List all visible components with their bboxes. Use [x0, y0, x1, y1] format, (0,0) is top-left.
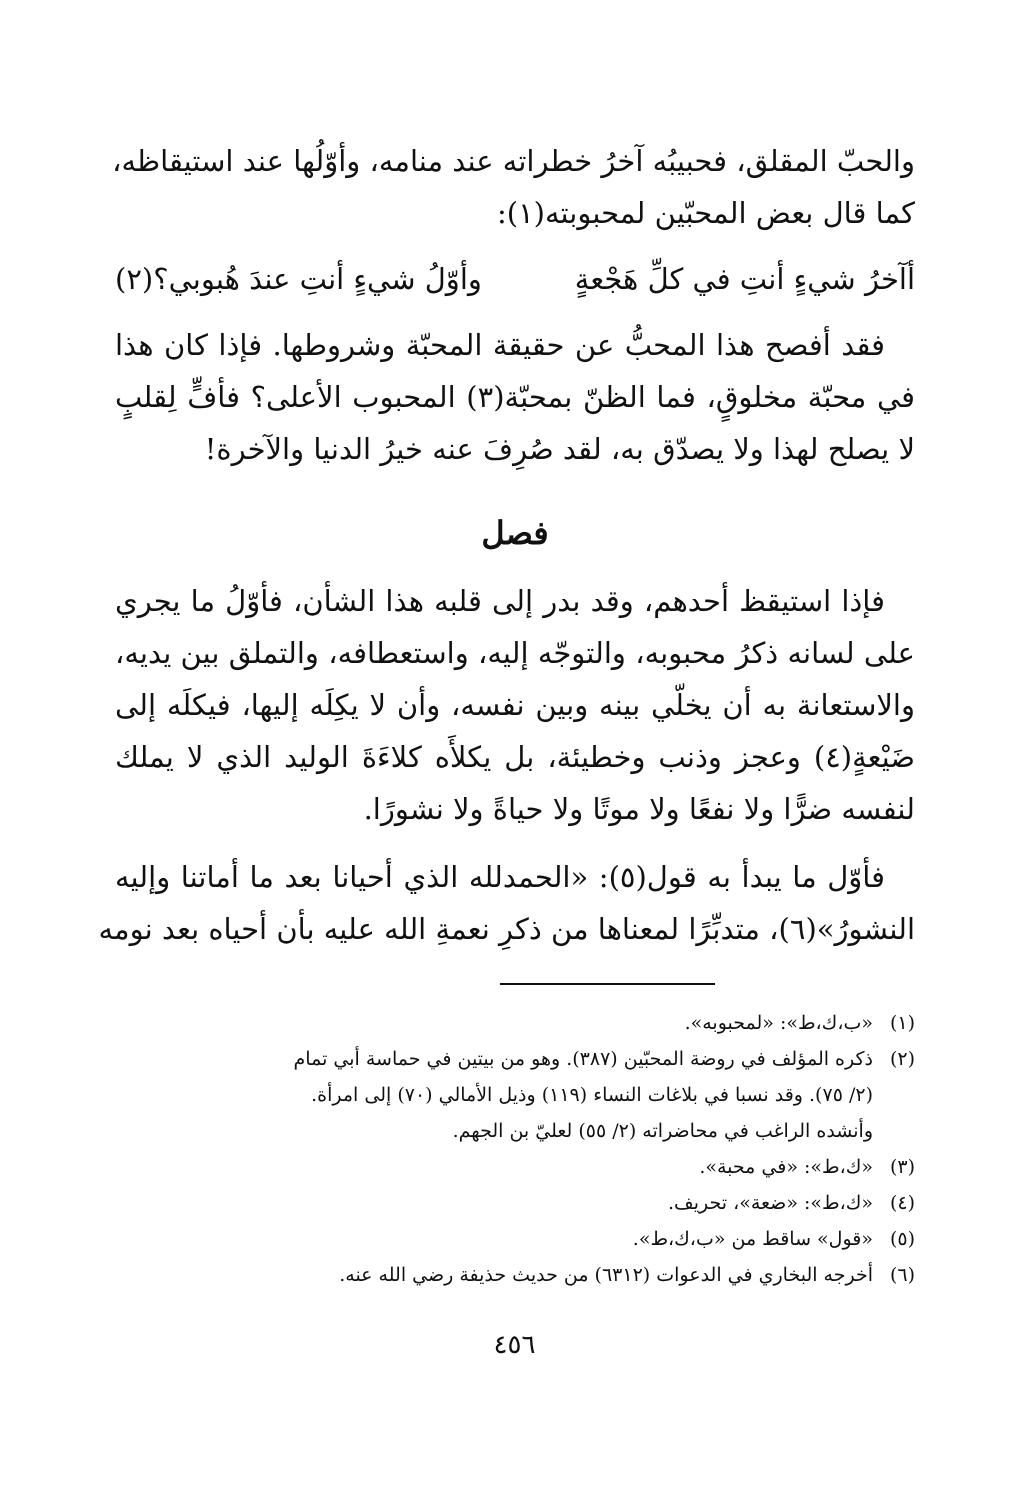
footnote-line: أخرجه البخاري في الدعوات (٦٣١٢) من حديث حذيفة رضي الله عنه.	[339, 1264, 873, 1286]
page-number: ٤٥٦	[493, 1330, 536, 1360]
text-line: لنفسه ضرًّا ولا نفعًا ولا موتًا ولا حياةً ولا نشورًا.	[363, 792, 915, 826]
footnote-line: «ك،ط»: «ضعة»، تحريف.	[668, 1192, 873, 1214]
text-line: النشورُ»(٦)، متدبِّرًا لمعناها من ذكرِ نعمةِ الله عليه بأن أحياه بعد نومه	[98, 912, 915, 946]
text-line: فقد أفصح هذا المحبُّ عن حقيقة المحبّة وشروطها. فإذا كان هذا	[115, 328, 885, 362]
text-line: والحبّ المقلق، فحبيبُه آخرُ خطراته عند منامه، وأوّلُها عند استيقاظه،	[112, 144, 915, 178]
paragraph-3	[115, 575, 915, 835]
footnote-line: ذكره المؤلف في روضة المحبّين (٣٨٧). وهو من بيتين في حماسة أبي تمام	[293, 1048, 873, 1070]
footnote-text	[115, 1149, 873, 1185]
footnote-line: (٢/ ٧٥). وقد نسبا في بلاغات النساء (١١٩) وذيل الأمالي (٧٠) إلى امرأة.	[311, 1084, 873, 1106]
footnote-line: وأنشده الراغب في محاضراته (٢/ ٥٥) لعليّ بن الجهم.	[452, 1120, 873, 1142]
text-line: على لسانه ذكرُ محبوبه، والتوجّه إليه، واستعطافه، والتملق بين يديه،	[115, 636, 915, 670]
footnote-number: (٤)	[889, 1192, 915, 1214]
footnote-item	[115, 1257, 915, 1293]
footnote-number: (٣)	[889, 1156, 915, 1178]
main-text	[98, 135, 915, 955]
footnote-number: (٢)	[889, 1048, 915, 1070]
verse-hemistich-first: أآخرُ شيءٍ أنتِ في كلِّ هَجْعةٍ	[574, 262, 915, 296]
footnote-line: «ب،ك،ط»: «لمحبوبه».	[684, 1012, 873, 1034]
footnote-line: «ك،ط»: «في محبة».	[699, 1156, 873, 1178]
footnote-text	[115, 1005, 873, 1041]
text-line: فإذا استيقظ أحدهم، وقد بدر إلى قلبه هذا الشأن، فأوّلُ ما يجري	[115, 584, 885, 618]
text-line: في محبّة مخلوقٍ، فما الظنّ بمحبّة(٣) المحبوب الأعلى؟ فأفٍّ لِقلبٍ	[115, 380, 915, 414]
poetry-verse	[115, 253, 915, 305]
footnote-item	[115, 1221, 915, 1257]
footnote-text	[115, 1041, 873, 1149]
paragraph-2	[115, 319, 915, 475]
footnote-text	[115, 1257, 873, 1293]
footnote-number: (٥)	[889, 1228, 915, 1250]
footnotes	[115, 1005, 915, 1293]
text-line: لا يصلح لهذا ولا يصدّق به، لقد صُرِفَ عنه خيرُ الدنيا والآخرة!	[204, 432, 915, 466]
text-line: ضَيْعةٍ(٤) وعجز وذنب وخطيئة، بل يكلأَه كلاءَةَ الوليد الذي لا يملك	[115, 740, 915, 774]
text-line: كما قال بعض المحبّين لمحبوبته(١):	[496, 196, 915, 230]
footnote-item	[115, 1149, 915, 1185]
footnote-text	[115, 1221, 873, 1257]
footnote-line: «قول» ساقط من «ب،ك،ط».	[632, 1228, 873, 1250]
section-heading: فصل	[481, 514, 549, 552]
footnote-separator	[500, 983, 715, 985]
paragraph-1	[112, 135, 915, 239]
text-line: فأوّل ما يبدأ به قول(٥): «الحمدلله الذي أحيانا بعد ما أماتنا وإليه	[115, 860, 886, 894]
footnote-number: (٦)	[889, 1264, 915, 1286]
paragraph-4	[98, 851, 915, 955]
text-line: والاستعانة به أن يخلّي بينه وبين نفسه، وأن لا يكِلَه إليها، فيكلَه إلى	[115, 688, 915, 722]
verse-hemistich-second: وأوّلُ شيءٍ أنتِ عندَ هُبوبي؟(٢)	[115, 262, 482, 296]
footnote-number: (١)	[889, 1012, 915, 1034]
footnote-item	[115, 1005, 915, 1041]
footnote-text	[115, 1185, 873, 1221]
footnote-item	[115, 1185, 915, 1221]
footnote-item	[115, 1041, 915, 1149]
